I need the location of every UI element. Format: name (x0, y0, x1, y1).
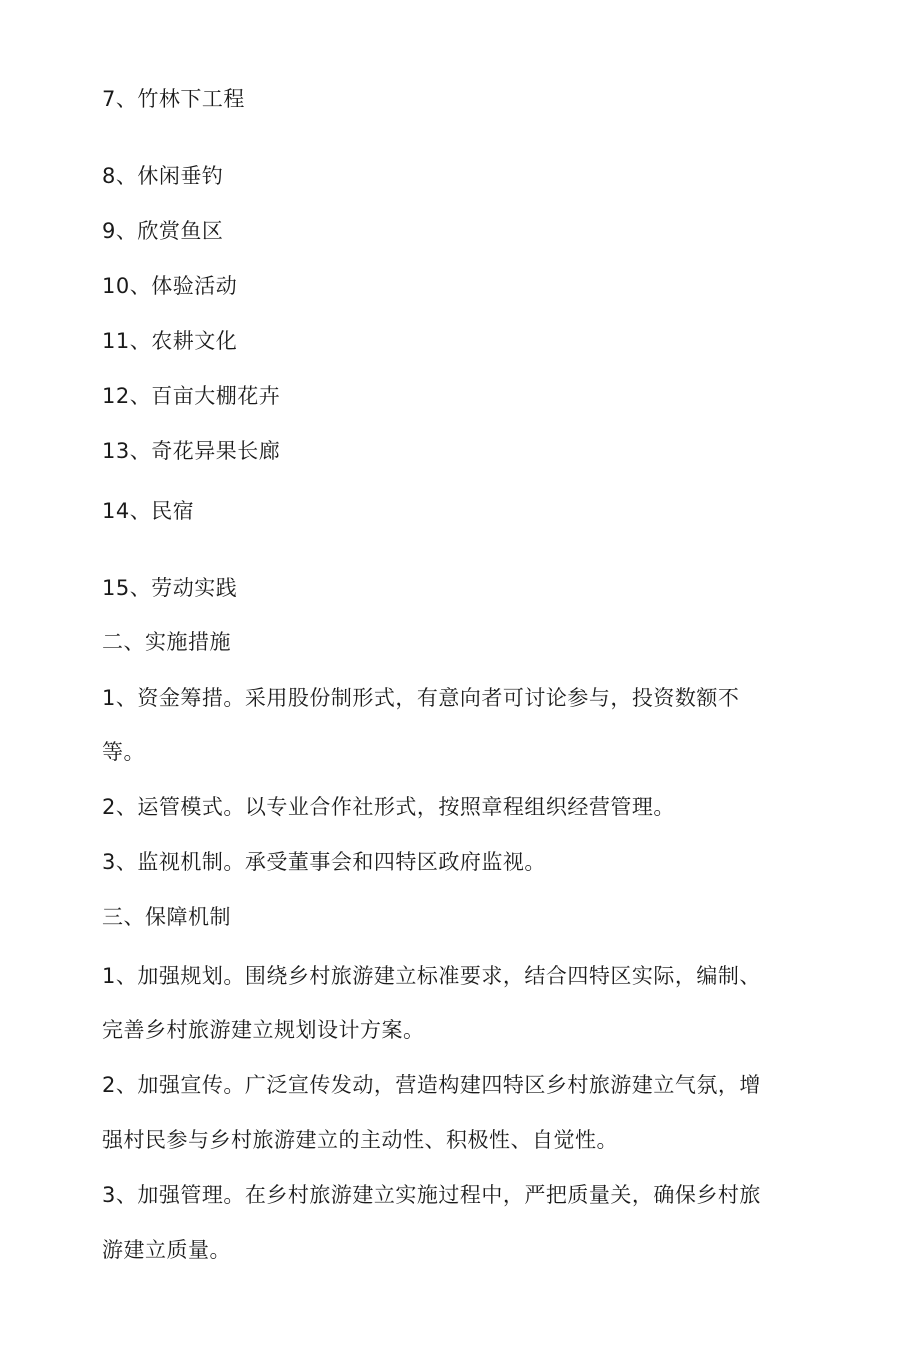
paragraph-management-cont: 游建立质量。 (102, 1238, 231, 1262)
list-item-greenhouse: 12、百亩大棚花卉 (102, 384, 281, 408)
paragraph-supervision: 3、监视机制。承受董事会和四特区政府监视。 (102, 850, 546, 874)
section-heading-guarantee: 三、保障机制 (102, 905, 231, 929)
paragraph-publicity: 2、加强宣传。广泛宣传发动，营造构建四特区乡村旅游建立气氛，增 (102, 1073, 761, 1097)
list-item-flower-corridor: 13、奇花异果长廊 (102, 439, 281, 463)
list-item-labor-practice: 15、劳动实践 (102, 576, 238, 600)
paragraph-publicity-cont: 强村民参与乡村旅游建立的主动性、积极性、自觉性。 (102, 1128, 618, 1152)
section-heading-measures: 二、实施措施 (102, 630, 231, 654)
list-item-farming-culture: 11、农耕文化 (102, 329, 238, 353)
paragraph-funding: 1、资金筹措。采用股份制形式，有意向者可讨论参与，投资数额不 (102, 686, 740, 710)
paragraph-planning-cont: 完善乡村旅游建立规划设计方案。 (102, 1018, 425, 1042)
list-item-bamboo-forest: 7、竹林下工程 (102, 87, 245, 111)
paragraph-operation-mode: 2、运管模式。以专业合作社形式，按照章程组织经营管理。 (102, 795, 675, 819)
list-item-fish-viewing: 9、欣赏鱼区 (102, 219, 224, 243)
paragraph-funding-cont: 等。 (102, 740, 145, 764)
paragraph-management: 3、加强管理。在乡村旅游建立实施过程中，严把质量关，确保乡村旅 (102, 1183, 761, 1207)
list-item-experience: 10、体验活动 (102, 274, 238, 298)
paragraph-planning: 1、加强规划。围绕乡村旅游建立标准要求，结合四特区实际，编制、 (102, 964, 761, 988)
list-item-homestay: 14、民宿 (102, 499, 195, 523)
list-item-fishing: 8、休闲垂钓 (102, 164, 224, 188)
